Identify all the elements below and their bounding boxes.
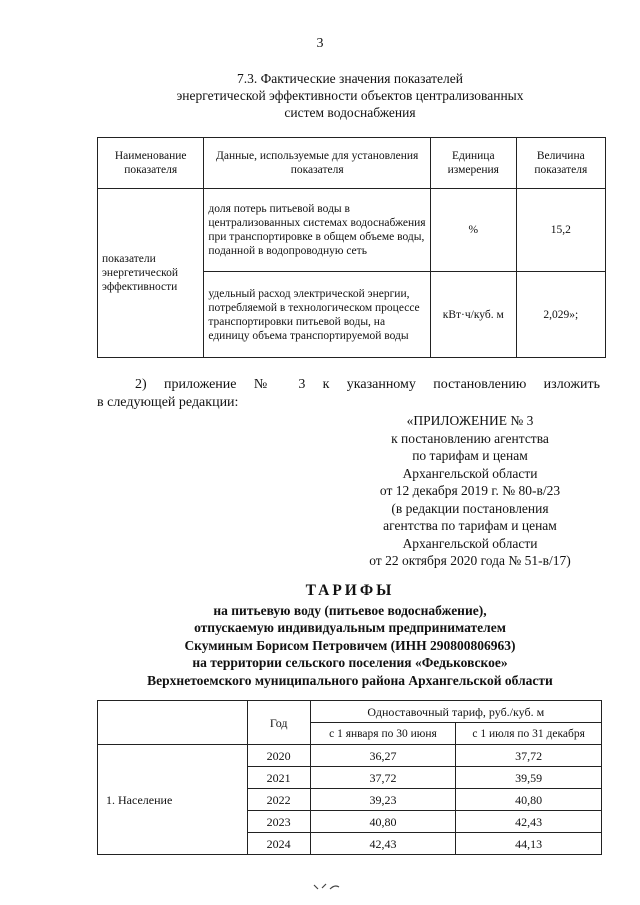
tariff-heading-line: на питьевую воду (питьевое водоснабжение), bbox=[213, 602, 487, 618]
section-heading-line: 7.3. Фактические значения показателей bbox=[236, 71, 463, 86]
header-value: Величина показателя bbox=[516, 138, 605, 189]
year-cell: 2020 bbox=[247, 745, 310, 767]
indicator-group-name: показатели энергетической эффективности bbox=[98, 189, 204, 358]
tariff-heading-line: Скуминым Борисом Петровичем (ИНН 290800806963) bbox=[184, 637, 516, 653]
year-cell: 2022 bbox=[247, 789, 310, 811]
tariff-corner-cell bbox=[98, 701, 248, 745]
tariff-header-row bbox=[98, 701, 602, 723]
page-number: 3 bbox=[316, 36, 324, 51]
appendix-line: по тарифам и ценам bbox=[412, 448, 528, 463]
header-indicator-name: Наименование показателя bbox=[98, 138, 204, 189]
amendment-paragraph bbox=[97, 376, 600, 412]
indicators-header-row bbox=[98, 138, 606, 189]
consumer-group-cell: 1. Население bbox=[98, 745, 248, 855]
indicator-unit-cell: кВт·ч/куб. м bbox=[430, 272, 516, 358]
indicator-data-cell: удельный расход электрической энергии, потребляемой в технологическом процессе транспортировки питьевой воды, на единицу объема транспортируемой воды bbox=[204, 272, 431, 358]
header-period-1: с 1 января по 30 июня bbox=[310, 723, 456, 745]
year-cell: 2023 bbox=[247, 811, 310, 833]
section-heading-line: энергетической эффективности объектов централизованных bbox=[176, 88, 524, 103]
indicators-table bbox=[97, 137, 606, 358]
paragraph-line: 2) приложение № 3 к указанному постановлению изложить bbox=[135, 377, 600, 392]
appendix-block bbox=[330, 412, 610, 570]
tariff-cell-period-2: 42,43 bbox=[456, 811, 602, 833]
tariff-cell-period-2: 40,80 bbox=[456, 789, 602, 811]
year-cell: 2024 bbox=[247, 833, 310, 855]
tariff-table bbox=[97, 700, 602, 855]
tariff-cell-period-1: 39,23 bbox=[310, 789, 456, 811]
tariff-cell-period-2: 37,72 bbox=[456, 745, 602, 767]
indicator-data-cell: доля потерь питьевой воды в централизованных системах водоснабжения при транспортировке в общем объеме воды, поданной в водопроводную сеть bbox=[204, 189, 431, 272]
tariff-heading bbox=[60, 582, 640, 689]
appendix-line: от 12 декабря 2019 г. № 80-в/23 bbox=[379, 483, 561, 498]
appendix-line: к постановлению агентства bbox=[391, 430, 549, 446]
scan-mark bbox=[312, 880, 342, 894]
header-tariff: Одноставочный тариф, руб./куб. м bbox=[310, 701, 601, 723]
tariff-title: ТАРИФЫ bbox=[305, 582, 395, 599]
indicator-value-cell: 15,2 bbox=[516, 189, 605, 272]
table-row bbox=[98, 189, 606, 272]
table-row bbox=[98, 745, 602, 767]
appendix-line: (в редакции постановления bbox=[391, 500, 549, 516]
tariff-heading-line: на территории сельского поселения «Федьковское» bbox=[192, 655, 508, 670]
indicator-unit-cell: % bbox=[430, 189, 516, 272]
paragraph-line: в следующей редакции: bbox=[97, 395, 239, 410]
tariff-cell-period-2: 44,13 bbox=[456, 833, 602, 855]
header-year: Год bbox=[247, 701, 310, 745]
appendix-line: от 22 октября 2020 года № 51-в/17) bbox=[369, 553, 571, 568]
tariff-heading-line: отпускаемую индивидуальным предпринимателем bbox=[194, 620, 506, 635]
tariff-cell-period-1: 37,72 bbox=[310, 767, 456, 789]
section-heading bbox=[100, 70, 600, 121]
appendix-line: «ПРИЛОЖЕНИЕ № 3 bbox=[406, 413, 534, 428]
appendix-line: Архангельской области bbox=[402, 465, 538, 481]
header-unit: Единица измерения bbox=[430, 138, 516, 189]
tariff-heading-line: Верхнетоемского муниципального района Архангельской области bbox=[147, 672, 553, 688]
section-heading-line: систем водоснабжения bbox=[284, 105, 416, 120]
appendix-line: Архангельской области bbox=[402, 535, 538, 551]
indicator-value-cell: 2,029»; bbox=[516, 272, 605, 358]
appendix-line: агентства по тарифам и ценам bbox=[383, 518, 557, 533]
tariff-cell-period-1: 40,80 bbox=[310, 811, 456, 833]
tariff-cell-period-1: 42,43 bbox=[310, 833, 456, 855]
tariff-cell-period-1: 36,27 bbox=[310, 745, 456, 767]
year-cell: 2021 bbox=[247, 767, 310, 789]
header-period-2: с 1 июля по 31 декабря bbox=[456, 723, 602, 745]
tariff-cell-period-2: 39,59 bbox=[456, 767, 602, 789]
header-indicator-data: Данные, используемые для установления показателя bbox=[204, 138, 431, 189]
